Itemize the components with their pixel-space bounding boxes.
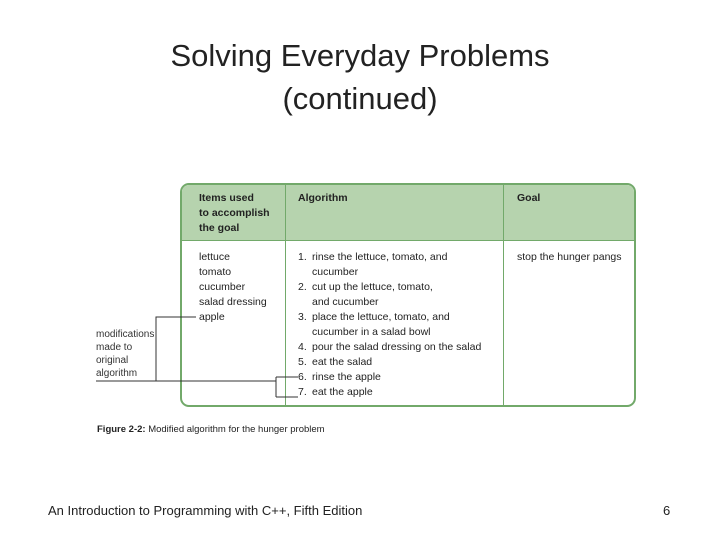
page-number: 6 <box>663 503 671 518</box>
list-item: lettuce <box>199 251 230 263</box>
step-text: and cucumber <box>312 296 379 308</box>
header-algorithm: Algorithm <box>298 192 348 204</box>
step-text: rinse the lettuce, tomato, and <box>312 251 448 263</box>
step-text: pour the salad dressing on the salad <box>312 341 482 353</box>
step-number: 5. <box>298 356 307 368</box>
list-item: tomato <box>199 266 232 278</box>
callout-modifications <box>96 328 154 380</box>
callout-line: made to <box>96 342 133 353</box>
figure-label: Figure 2-2: <box>97 424 146 435</box>
step-text: cut up the lettuce, tomato, <box>312 281 433 293</box>
step-text: cucumber <box>312 266 359 278</box>
step-text: cucumber in a salad bowl <box>312 326 431 338</box>
step-text: eat the apple <box>312 386 373 398</box>
goal-text: stop the hunger pangs <box>517 251 622 263</box>
header-items-line: Items used <box>199 192 254 204</box>
header-items-line: to accomplish <box>199 207 270 219</box>
figure-caption <box>97 424 325 435</box>
slide-title-line1: Solving Everyday Problems <box>170 38 550 73</box>
header-goal: Goal <box>517 192 541 204</box>
callout-line: algorithm <box>96 368 138 379</box>
step-number: 3. <box>298 311 307 323</box>
step-number: 1. <box>298 251 307 263</box>
slide-title-line2: (continued) <box>282 81 438 116</box>
step-number: 2. <box>298 281 307 293</box>
figure-caption-text: Modified algorithm for the hunger problem <box>145 424 325 435</box>
header-items-line: the goal <box>199 222 240 234</box>
callout-line: original <box>96 355 129 366</box>
step-text: place the lettuce, tomato, and <box>312 311 450 323</box>
list-item: salad dressing <box>199 296 267 308</box>
list-item: apple <box>199 311 225 323</box>
list-item: cucumber <box>199 281 246 293</box>
footer-book-title: An Introduction to Programming with C++, Fifth Edition <box>48 503 363 518</box>
step-number: 7. <box>298 386 307 398</box>
step-text: rinse the apple <box>312 371 381 383</box>
callout-line: modifications <box>96 329 155 340</box>
step-text: eat the salad <box>312 356 373 368</box>
step-number: 4. <box>298 341 307 353</box>
step-number: 6. <box>298 371 307 383</box>
